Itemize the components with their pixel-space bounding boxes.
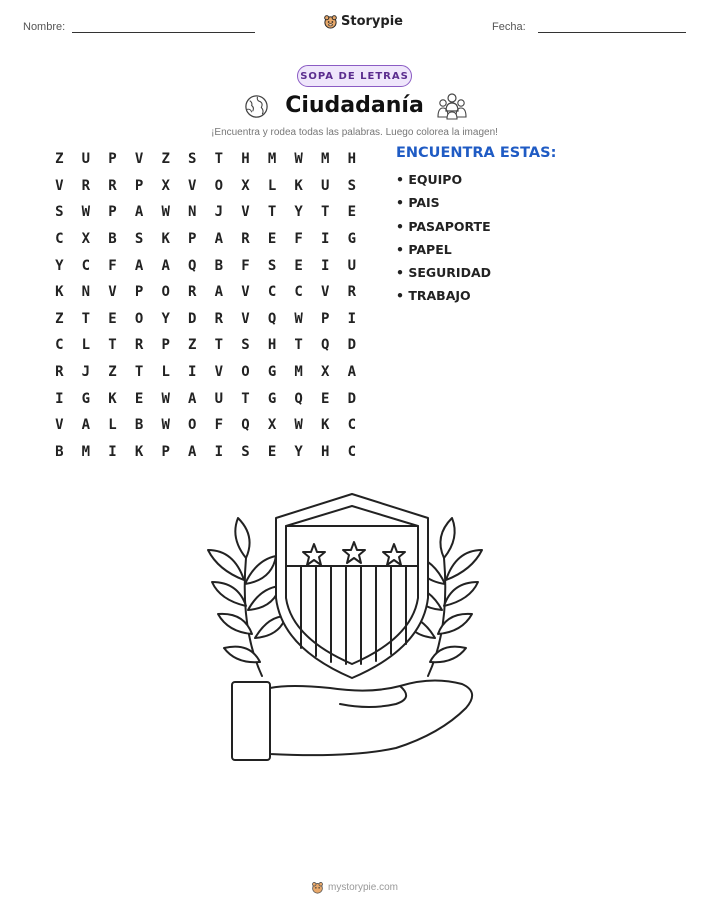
grid-letter[interactable]: I	[321, 257, 330, 274]
grid-letter[interactable]: Z	[108, 364, 117, 381]
grid-letter[interactable]: K	[321, 417, 330, 434]
grid-letter[interactable]: R	[214, 310, 224, 327]
grid-letter[interactable]: M	[81, 443, 91, 460]
grid-letter[interactable]: V	[55, 177, 64, 194]
grid-row	[46, 173, 365, 200]
grid-letter[interactable]: T	[81, 310, 91, 327]
grid-letter[interactable]: V	[241, 310, 250, 327]
grid-letter[interactable]: M	[267, 151, 277, 168]
brand-logo	[323, 14, 403, 29]
grid-letter[interactable]: T	[214, 151, 224, 168]
grid-letter[interactable]: N	[188, 204, 197, 221]
grid-letter[interactable]: F	[214, 417, 224, 434]
grid-letter[interactable]: Z	[188, 337, 197, 354]
brand-name: Storypie	[341, 14, 403, 29]
grid-letter[interactable]: I	[347, 310, 357, 327]
grid-letter[interactable]: E	[267, 231, 277, 248]
grid-letter[interactable]: U	[81, 151, 91, 168]
grid-letter[interactable]: Y	[294, 204, 303, 221]
grid-letter[interactable]: I	[214, 443, 224, 460]
grid-letter[interactable]: V	[108, 284, 117, 301]
grid-letter[interactable]: W	[294, 151, 303, 168]
grid-letter[interactable]: H	[241, 151, 250, 168]
grid-letter[interactable]: B	[214, 257, 224, 274]
grid-letter[interactable]: L	[108, 417, 117, 434]
grid-letter[interactable]: P	[108, 204, 117, 221]
grid-letter[interactable]: U	[214, 390, 224, 407]
grid-letter[interactable]: U	[347, 257, 357, 274]
grid-letter[interactable]: C	[347, 443, 357, 460]
grid-letter[interactable]: P	[108, 151, 117, 168]
grid-letter[interactable]: R	[347, 284, 357, 301]
grid-letter[interactable]: R	[134, 337, 144, 354]
grid-letter[interactable]: S	[188, 151, 197, 168]
grid-letter[interactable]: B	[55, 443, 64, 460]
grid-row	[46, 306, 365, 333]
word-item: • PAIS	[396, 195, 440, 211]
grid-letter[interactable]: R	[108, 177, 117, 194]
word-list-title: ENCUENTRA ESTAS:	[396, 145, 557, 161]
grid-letter[interactable]: E	[267, 443, 277, 460]
grid-row	[46, 439, 365, 466]
grid-letter[interactable]: A	[188, 443, 197, 460]
grid-letter[interactable]: G	[81, 390, 91, 407]
grid-letter[interactable]: X	[81, 231, 91, 248]
grid-letter[interactable]: V	[55, 417, 64, 434]
grid-letter[interactable]: H	[321, 443, 330, 460]
shield-hand-laurel-illustration[interactable]	[200, 488, 490, 763]
grid-letter[interactable]: C	[55, 231, 64, 248]
word-item: • PASAPORTE	[396, 218, 491, 234]
grid-letter[interactable]: K	[108, 390, 117, 407]
grid-letter[interactable]: M	[321, 151, 330, 168]
grid-letter[interactable]: E	[347, 204, 357, 221]
grid-letter[interactable]: F	[294, 231, 303, 248]
grid-letter[interactable]: L	[267, 177, 277, 194]
grid-letter[interactable]: K	[55, 284, 64, 301]
grid-letter[interactable]: S	[267, 257, 277, 274]
grid-letter[interactable]: S	[347, 177, 357, 194]
grid-letter[interactable]: A	[134, 204, 144, 221]
grid-letter[interactable]: O	[214, 177, 224, 194]
grid-letter[interactable]: R	[81, 177, 91, 194]
grid-letter[interactable]: C	[294, 284, 303, 301]
grid-letter[interactable]: C	[267, 284, 277, 301]
grid-letter[interactable]: I	[188, 364, 197, 381]
name-line[interactable]	[72, 32, 255, 33]
grid-letter[interactable]: O	[161, 284, 170, 301]
grid-letter[interactable]: B	[108, 231, 117, 248]
grid-letter[interactable]: F	[108, 257, 117, 274]
grid-letter[interactable]: B	[134, 417, 144, 434]
grid-letter[interactable]: K	[161, 231, 170, 248]
grid-letter[interactable]: X	[267, 417, 277, 434]
grid-letter[interactable]: Z	[55, 151, 64, 168]
grid-letter[interactable]: X	[241, 177, 250, 194]
word-list	[396, 172, 491, 312]
grid-letter[interactable]: L	[161, 364, 170, 381]
grid-letter[interactable]: R	[55, 364, 64, 381]
grid-letter[interactable]: Q	[321, 337, 330, 354]
grid-letter[interactable]: D	[347, 337, 357, 354]
grid-letter[interactable]: Y	[55, 257, 64, 274]
grid-letter[interactable]: W	[81, 204, 91, 221]
grid-letter[interactable]: J	[81, 364, 91, 381]
grid-letter[interactable]: W	[161, 417, 170, 434]
grid-letter[interactable]: E	[294, 257, 303, 274]
grid-letter[interactable]: T	[108, 337, 117, 354]
grid-letter[interactable]: S	[134, 231, 144, 248]
grid-letter[interactable]: L	[81, 337, 91, 354]
grid-letter[interactable]: V	[188, 177, 197, 194]
grid-letter[interactable]: Q	[294, 390, 303, 407]
grid-letter[interactable]: E	[108, 310, 117, 327]
grid-row	[46, 226, 365, 253]
storypie-logo-icon	[311, 881, 324, 894]
grid-letter[interactable]: Q	[241, 417, 250, 434]
grid-row	[46, 385, 365, 412]
grid-letter[interactable]: G	[267, 364, 277, 381]
grid-letter[interactable]: K	[294, 177, 303, 194]
grid-letter[interactable]: I	[321, 231, 330, 248]
grid-letter[interactable]: V	[134, 151, 144, 168]
grid-letter[interactable]: X	[321, 364, 330, 381]
grid-letter[interactable]: P	[161, 337, 170, 354]
grid-letter[interactable]: Z	[55, 310, 64, 327]
grid-letter[interactable]: P	[134, 284, 144, 301]
grid-letter[interactable]: C	[347, 417, 357, 434]
people-group-icon	[436, 91, 468, 121]
grid-letter[interactable]: Y	[294, 443, 303, 460]
grid-letter[interactable]: P	[321, 310, 330, 327]
grid-letter[interactable]: I	[108, 443, 117, 460]
grid-letter[interactable]: X	[161, 177, 170, 194]
grid-row	[46, 412, 365, 439]
grid-letter[interactable]: T	[214, 337, 224, 354]
grid-letter[interactable]: V	[214, 364, 224, 381]
grid-letter[interactable]: S	[55, 204, 64, 221]
grid-letter[interactable]: T	[267, 204, 277, 221]
word-item: • TRABAJO	[396, 288, 471, 304]
puzzle-type-badge: SOPA DE LETRAS	[297, 65, 412, 87]
grid-row	[46, 146, 365, 173]
grid-letter[interactable]: Q	[188, 257, 197, 274]
grid-letter[interactable]: E	[134, 390, 144, 407]
grid-letter[interactable]: R	[188, 284, 197, 301]
grid-letter[interactable]: W	[161, 390, 170, 407]
grid-letter[interactable]: A	[347, 364, 357, 381]
letter-grid[interactable]	[46, 146, 365, 465]
name-label: Nombre:	[23, 21, 66, 33]
grid-letter[interactable]: R	[241, 231, 250, 248]
grid-letter[interactable]: O	[188, 417, 197, 434]
grid-row	[46, 252, 365, 279]
grid-letter[interactable]: H	[267, 337, 277, 354]
grid-letter[interactable]: V	[241, 204, 250, 221]
word-item: • SEGURIDAD	[396, 265, 491, 281]
grid-letter[interactable]: T	[134, 364, 144, 381]
grid-letter[interactable]: A	[188, 390, 197, 407]
grid-letter[interactable]: G	[347, 231, 357, 248]
grid-letter[interactable]: S	[241, 443, 250, 460]
grid-letter[interactable]: V	[321, 284, 330, 301]
grid-letter[interactable]: G	[267, 390, 277, 407]
grid-letter[interactable]: O	[134, 310, 144, 327]
grid-letter[interactable]: P	[188, 231, 197, 248]
storypie-logo-icon	[323, 14, 338, 29]
grid-letter[interactable]: P	[134, 177, 144, 194]
grid-letter[interactable]: D	[188, 310, 197, 327]
grid-letter[interactable]: W	[161, 204, 170, 221]
date-label: Fecha:	[492, 21, 526, 33]
grid-letter[interactable]: A	[214, 284, 224, 301]
grid-letter[interactable]: W	[294, 310, 303, 327]
grid-letter[interactable]: T	[294, 337, 303, 354]
footer-url[interactable]: mystorypie.com	[327, 882, 398, 893]
footer	[0, 881, 709, 894]
page-title: Ciudadanía	[285, 93, 424, 118]
grid-letter[interactable]: E	[321, 390, 330, 407]
grid-letter[interactable]: Y	[161, 310, 170, 327]
grid-row	[46, 279, 365, 306]
grid-letter[interactable]: W	[294, 417, 303, 434]
grid-letter[interactable]: T	[241, 390, 250, 407]
grid-letter[interactable]: Q	[267, 310, 277, 327]
instructions: ¡Encuentra y rodea todas las palabras. Luego colorea la imagen!	[211, 127, 498, 138]
grid-letter[interactable]: J	[214, 204, 224, 221]
grid-letter[interactable]: O	[241, 364, 250, 381]
grid-letter[interactable]: I	[55, 390, 64, 407]
grid-letter[interactable]: M	[294, 364, 303, 381]
grid-letter[interactable]: A	[134, 257, 144, 274]
grid-letter[interactable]: F	[241, 257, 250, 274]
grid-letter[interactable]: S	[241, 337, 250, 354]
grid-letter[interactable]: A	[81, 417, 91, 434]
word-item: • EQUIPO	[396, 172, 463, 187]
grid-letter[interactable]: N	[81, 284, 91, 301]
grid-letter[interactable]: V	[241, 284, 250, 301]
grid-letter[interactable]: C	[81, 257, 91, 274]
grid-letter[interactable]: P	[161, 443, 170, 460]
date-line[interactable]	[538, 32, 686, 33]
grid-letter[interactable]: A	[161, 257, 170, 274]
grid-letter[interactable]: Z	[161, 151, 170, 168]
grid-row	[46, 332, 365, 359]
grid-letter[interactable]: C	[55, 337, 64, 354]
grid-letter[interactable]: T	[321, 204, 330, 221]
grid-letter[interactable]: H	[347, 151, 357, 168]
grid-row	[46, 359, 365, 386]
grid-letter[interactable]: A	[214, 231, 224, 248]
grid-row	[46, 199, 365, 226]
word-item: • PAPEL	[396, 241, 452, 257]
grid-letter[interactable]: K	[134, 443, 144, 460]
grid-letter[interactable]: D	[347, 390, 357, 407]
grid-letter[interactable]: U	[321, 177, 330, 194]
